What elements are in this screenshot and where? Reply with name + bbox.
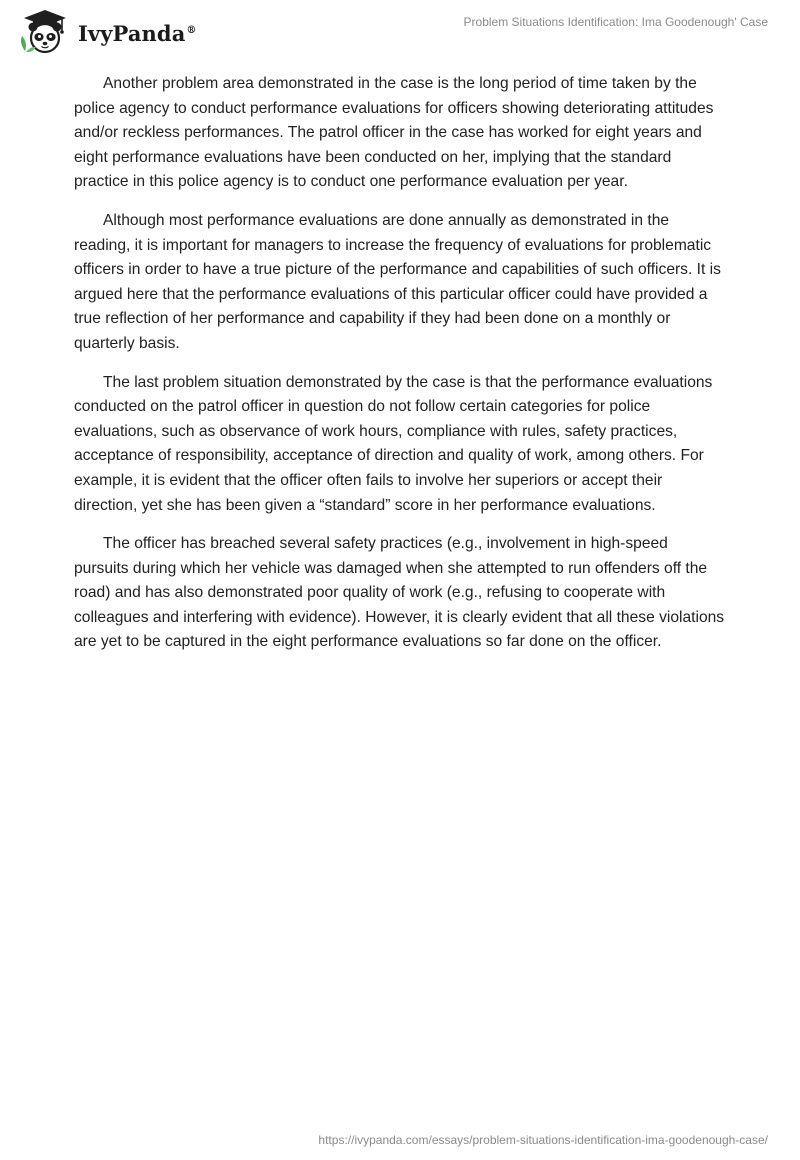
page-header	[0, 0, 800, 60]
source-url-link[interactable]: https://ivypanda.com/essays/problem-situations-identification-ima-goodenough-case/	[318, 1133, 768, 1147]
panda-graduate-icon	[16, 7, 74, 55]
paragraph: The last problem situation demonstrated by the case is that the performance evaluations conducted on the patrol officer in question do not follow certain categories for police evaluations, such as observance of work hours, compliance with rules, safety practices, acceptance of responsibility, acceptance of direction and quality of work, among others. For example, it is evident that the officer often fails to involve her superiors or accept their direction, yet she has been given a “standard” score in her performance evaluations.	[74, 373, 713, 514]
registered-mark: ®	[186, 24, 197, 36]
document-title: Problem Situations Identification: Ima Goodenough' Case	[463, 15, 768, 29]
essay-body	[74, 72, 726, 669]
paragraph: Another problem area demonstrated in the case is the long period of time taken by the police agency to conduct performance evaluations for officers showing deteriorating attitudes and/or reckless performances. The patrol officer in the case has worked for eight years and eight performance evaluations have been conducted on her, implying that the standard practice in this police agency is to conduct one performance evaluation per year.	[74, 75, 714, 191]
brand-logo[interactable]	[16, 7, 197, 55]
paragraph: Although most performance evaluations are done annually as demonstrated in the reading, it is important for managers to increase the frequency of evaluations for problematic officers in order to have a true picture of the performance and capabilities of such officers. It is argued here that the performance evaluations of this particular officer could have provided a true reflection of her performance and capability if they had been done on a monthly or quarterly basis.	[74, 211, 721, 352]
paragraph: The officer has breached several safety practices (e.g., involvement in high-speed pursuits during which her vehicle was damaged when she attempted to run offenders off the road) and has also demonstrated poor quality of work (e.g., refusing to cooperate with colleagues and interfering with evidence). However, it is clearly evident that all these violations are yet to be captured in the eight performance evaluations so far done on the officer.	[74, 535, 725, 651]
brand-name: IvyPanda®	[78, 20, 197, 46]
